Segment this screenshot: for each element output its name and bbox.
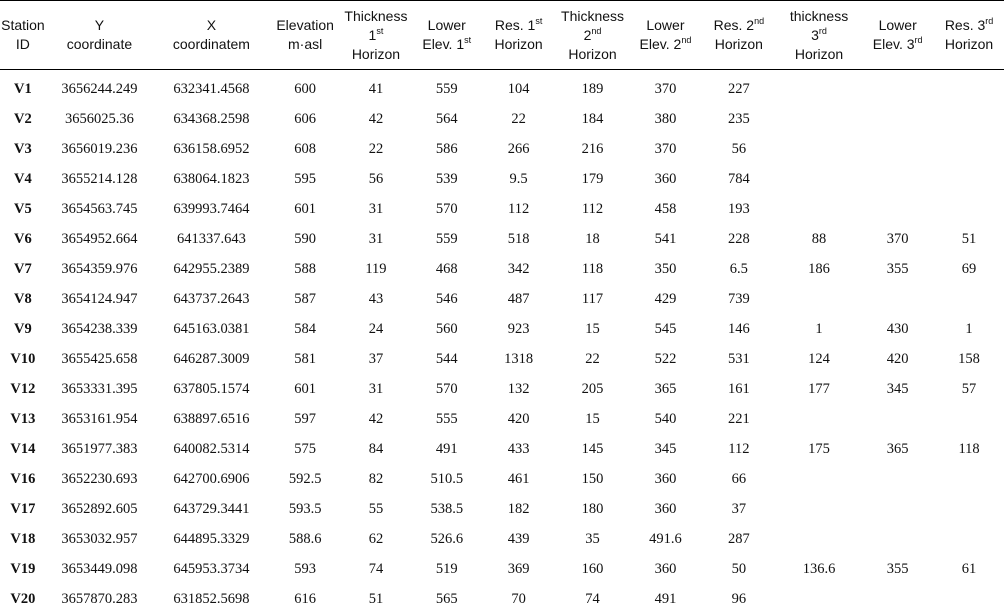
table-cell: 355 <box>861 554 934 584</box>
table-row <box>0 194 1004 224</box>
table-cell: 545 <box>630 314 701 344</box>
table-cell: 3654359.976 <box>46 254 153 284</box>
table-cell <box>777 164 861 194</box>
table-cell: 22 <box>555 344 630 374</box>
table-cell: 606 <box>270 104 341 134</box>
column-header <box>341 1 412 70</box>
column-header-line: Horizon <box>555 45 630 64</box>
table-cell: 51 <box>934 224 1004 254</box>
table-cell: 117 <box>555 284 630 314</box>
table-cell: 430 <box>861 314 934 344</box>
table-cell <box>861 404 934 434</box>
table-cell: 112 <box>482 194 555 224</box>
table-row <box>0 70 1004 105</box>
table-cell: 118 <box>934 434 1004 464</box>
table-cell: 3653032.957 <box>46 524 153 554</box>
column-header-line: m·asl <box>270 35 341 54</box>
table-cell: 923 <box>482 314 555 344</box>
table-cell: 3655214.128 <box>46 164 153 194</box>
table-cell: 632341.4568 <box>153 70 270 105</box>
table-cell: 22 <box>341 134 412 164</box>
table-cell: 37 <box>701 494 777 524</box>
table-cell: 3654238.339 <box>46 314 153 344</box>
station-id-cell: V4 <box>0 164 46 194</box>
table-cell: 112 <box>555 194 630 224</box>
table-cell: 3653449.098 <box>46 554 153 584</box>
table-cell: 150 <box>555 464 630 494</box>
table-row <box>0 584 1004 614</box>
table-row <box>0 404 1004 434</box>
table-cell: 235 <box>701 104 777 134</box>
table-cell <box>777 464 861 494</box>
table-cell: 645163.0381 <box>153 314 270 344</box>
table-cell: 205 <box>555 374 630 404</box>
column-header <box>482 1 555 70</box>
column-header <box>630 1 701 70</box>
station-id-cell: V17 <box>0 494 46 524</box>
station-id-cell: V18 <box>0 524 46 554</box>
table-cell: 146 <box>701 314 777 344</box>
table-cell: 559 <box>411 224 482 254</box>
table-cell: 522 <box>630 344 701 374</box>
table-cell: 538.5 <box>411 494 482 524</box>
table-cell <box>861 134 934 164</box>
column-header-line: Elevation <box>270 16 341 35</box>
table-cell: 221 <box>701 404 777 434</box>
table-cell: 601 <box>270 194 341 224</box>
table-cell: 31 <box>341 224 412 254</box>
table-cell: 616 <box>270 584 341 614</box>
table-cell: 104 <box>482 70 555 105</box>
table-cell: 784 <box>701 164 777 194</box>
table-cell: 644895.3329 <box>153 524 270 554</box>
column-header-line: Lower <box>630 16 701 35</box>
table-cell: 739 <box>701 284 777 314</box>
column-header-line: Horizon <box>482 35 555 54</box>
table-body <box>0 70 1004 614</box>
table-cell: 546 <box>411 284 482 314</box>
station-id-cell: V14 <box>0 434 46 464</box>
table-cell: 6.5 <box>701 254 777 284</box>
table-cell: 15 <box>555 404 630 434</box>
table-cell: 56 <box>341 164 412 194</box>
column-header-line: Elev. 3rd <box>861 35 934 54</box>
table-cell: 118 <box>555 254 630 284</box>
table-cell: 3654563.745 <box>46 194 153 224</box>
table-cell: 645953.3734 <box>153 554 270 584</box>
table-cell: 608 <box>270 134 341 164</box>
table-cell: 595 <box>270 164 341 194</box>
table-cell: 518 <box>482 224 555 254</box>
table-row <box>0 104 1004 134</box>
column-header-line: Y <box>46 16 153 35</box>
table-cell: 3653161.954 <box>46 404 153 434</box>
table-cell: 369 <box>482 554 555 584</box>
table-cell <box>777 104 861 134</box>
table-cell: 88 <box>777 224 861 254</box>
column-header-line: coordinatem <box>153 35 270 54</box>
table-cell: 42 <box>341 104 412 134</box>
table-cell: 124 <box>777 344 861 374</box>
column-header-line: Res. 1st <box>482 16 555 35</box>
column-header-line: Horizon <box>777 45 861 64</box>
table-cell: 22 <box>482 104 555 134</box>
table-cell: 193 <box>701 194 777 224</box>
station-id-cell: V7 <box>0 254 46 284</box>
column-header-line: 1st <box>341 26 412 45</box>
table-cell: 3656019.236 <box>46 134 153 164</box>
table-cell: 158 <box>934 344 1004 374</box>
column-header-line: Lower <box>411 16 482 35</box>
table-cell: 1 <box>777 314 861 344</box>
table-cell: 3651977.383 <box>46 434 153 464</box>
table-cell: 593 <box>270 554 341 584</box>
table-cell: 51 <box>341 584 412 614</box>
column-header <box>0 1 46 70</box>
station-id-cell: V8 <box>0 284 46 314</box>
table-cell <box>861 164 934 194</box>
table-cell <box>934 464 1004 494</box>
table-row <box>0 374 1004 404</box>
table-cell <box>777 134 861 164</box>
table-cell: 370 <box>630 134 701 164</box>
table-cell: 600 <box>270 70 341 105</box>
table-cell: 15 <box>555 314 630 344</box>
table-cell: 636158.6952 <box>153 134 270 164</box>
station-id-cell: V2 <box>0 104 46 134</box>
table-cell <box>934 70 1004 105</box>
table-cell: 380 <box>630 104 701 134</box>
table-cell: 3653331.395 <box>46 374 153 404</box>
table-cell: 631852.5698 <box>153 584 270 614</box>
table-cell: 360 <box>630 464 701 494</box>
table-cell: 429 <box>630 284 701 314</box>
table-cell: 3655425.658 <box>46 344 153 374</box>
table-cell: 370 <box>630 70 701 105</box>
table-cell: 360 <box>630 164 701 194</box>
table-cell: 136.6 <box>777 554 861 584</box>
table-cell: 370 <box>861 224 934 254</box>
table-cell: 37 <box>341 344 412 374</box>
column-header-line: Elev. 1st <box>411 35 482 54</box>
station-id-cell: V3 <box>0 134 46 164</box>
table-cell: 581 <box>270 344 341 374</box>
table-cell <box>861 524 934 554</box>
column-header <box>270 1 341 70</box>
table-cell: 592.5 <box>270 464 341 494</box>
table-cell: 642700.6906 <box>153 464 270 494</box>
table-cell: 461 <box>482 464 555 494</box>
column-header <box>153 1 270 70</box>
table-cell: 564 <box>411 104 482 134</box>
table-cell: 570 <box>411 374 482 404</box>
station-id-cell: V13 <box>0 404 46 434</box>
table-cell <box>934 194 1004 224</box>
table-cell: 638897.6516 <box>153 404 270 434</box>
table-cell: 646287.3009 <box>153 344 270 374</box>
table-cell: 345 <box>630 434 701 464</box>
column-header-line: Res. 2nd <box>701 16 777 35</box>
column-header <box>934 1 1004 70</box>
table-cell <box>934 104 1004 134</box>
table-cell: 642955.2389 <box>153 254 270 284</box>
table-cell: 590 <box>270 224 341 254</box>
table-cell: 3652230.693 <box>46 464 153 494</box>
table-row <box>0 554 1004 584</box>
table-cell: 420 <box>861 344 934 374</box>
table-cell: 266 <box>482 134 555 164</box>
table-cell: 57 <box>934 374 1004 404</box>
table-row <box>0 284 1004 314</box>
table-cell: 540 <box>630 404 701 434</box>
table-cell: 638064.1823 <box>153 164 270 194</box>
table-cell <box>777 194 861 224</box>
table-cell: 119 <box>341 254 412 284</box>
column-header-line: Elev. 2nd <box>630 35 701 54</box>
table-cell: 539 <box>411 164 482 194</box>
column-header-line: Thickness <box>341 7 412 26</box>
table-cell: 74 <box>341 554 412 584</box>
table-cell: 601 <box>270 374 341 404</box>
station-id-cell: V6 <box>0 224 46 254</box>
table-cell: 132 <box>482 374 555 404</box>
table-row <box>0 164 1004 194</box>
table-cell <box>861 284 934 314</box>
table-row <box>0 434 1004 464</box>
table-cell: 593.5 <box>270 494 341 524</box>
station-id-cell: V19 <box>0 554 46 584</box>
table-cell <box>777 524 861 554</box>
table-cell <box>777 70 861 105</box>
table-cell <box>934 164 1004 194</box>
table-cell: 360 <box>630 554 701 584</box>
table-cell: 597 <box>270 404 341 434</box>
table-cell: 1318 <box>482 344 555 374</box>
table-cell: 96 <box>701 584 777 614</box>
station-id-cell: V10 <box>0 344 46 374</box>
table-cell: 31 <box>341 194 412 224</box>
table-cell: 584 <box>270 314 341 344</box>
table-cell <box>777 584 861 614</box>
table-cell: 61 <box>934 554 1004 584</box>
table-cell <box>934 524 1004 554</box>
table-cell: 3654952.664 <box>46 224 153 254</box>
table-cell <box>934 494 1004 524</box>
table-cell: 3657870.283 <box>46 584 153 614</box>
table-cell <box>861 464 934 494</box>
table-cell: 639993.7464 <box>153 194 270 224</box>
table-cell: 161 <box>701 374 777 404</box>
column-header <box>701 1 777 70</box>
table-cell: 641337.643 <box>153 224 270 254</box>
column-header <box>411 1 482 70</box>
table-cell: 82 <box>341 464 412 494</box>
table-cell: 345 <box>861 374 934 404</box>
table-cell: 70 <box>482 584 555 614</box>
table-cell: 1 <box>934 314 1004 344</box>
table-cell: 570 <box>411 194 482 224</box>
table-cell <box>777 284 861 314</box>
table-cell <box>777 494 861 524</box>
table-cell <box>934 404 1004 434</box>
table-cell: 355 <box>861 254 934 284</box>
table-cell <box>777 404 861 434</box>
station-id-cell: V16 <box>0 464 46 494</box>
column-header-line: Horizon <box>701 35 777 54</box>
column-header-line: 2nd <box>555 26 630 45</box>
station-id-cell: V1 <box>0 70 46 105</box>
table-cell: 56 <box>701 134 777 164</box>
table-cell: 55 <box>341 494 412 524</box>
table-cell: 74 <box>555 584 630 614</box>
table-cell <box>934 134 1004 164</box>
table-cell: 559 <box>411 70 482 105</box>
table-cell: 227 <box>701 70 777 105</box>
table-cell <box>861 494 934 524</box>
column-header-line: coordinate <box>46 35 153 54</box>
table-cell: 287 <box>701 524 777 554</box>
table-cell: 43 <box>341 284 412 314</box>
table-cell: 637805.1574 <box>153 374 270 404</box>
table-cell: 587 <box>270 284 341 314</box>
table-cell: 50 <box>701 554 777 584</box>
table-cell: 560 <box>411 314 482 344</box>
table-cell: 519 <box>411 554 482 584</box>
table-cell: 41 <box>341 70 412 105</box>
column-header-line: ID <box>0 35 46 54</box>
table-cell: 84 <box>341 434 412 464</box>
table-row <box>0 344 1004 374</box>
column-header-line: thickness <box>777 7 861 26</box>
table-cell: 66 <box>701 464 777 494</box>
table-cell: 365 <box>861 434 934 464</box>
table-cell <box>934 284 1004 314</box>
table-cell: 526.6 <box>411 524 482 554</box>
table-cell: 69 <box>934 254 1004 284</box>
table-cell: 433 <box>482 434 555 464</box>
table-cell: 182 <box>482 494 555 524</box>
table-cell: 588.6 <box>270 524 341 554</box>
column-header-line: Horizon <box>934 35 1004 54</box>
header-row <box>0 1 1004 70</box>
table-row <box>0 494 1004 524</box>
table-cell: 189 <box>555 70 630 105</box>
table-cell: 541 <box>630 224 701 254</box>
table-cell: 177 <box>777 374 861 404</box>
table-cell <box>861 70 934 105</box>
table-cell: 9.5 <box>482 164 555 194</box>
table-cell: 487 <box>482 284 555 314</box>
table-row <box>0 314 1004 344</box>
station-id-cell: V20 <box>0 584 46 614</box>
table-cell: 586 <box>411 134 482 164</box>
table-cell: 468 <box>411 254 482 284</box>
table-cell: 439 <box>482 524 555 554</box>
table-cell: 35 <box>555 524 630 554</box>
table-cell: 565 <box>411 584 482 614</box>
table-cell: 228 <box>701 224 777 254</box>
table-cell: 3656244.249 <box>46 70 153 105</box>
table-cell: 544 <box>411 344 482 374</box>
table-cell: 575 <box>270 434 341 464</box>
table-row <box>0 254 1004 284</box>
table-cell: 216 <box>555 134 630 164</box>
table-cell: 555 <box>411 404 482 434</box>
table-cell: 3654124.947 <box>46 284 153 314</box>
table-cell: 179 <box>555 164 630 194</box>
column-header-line: Horizon <box>341 45 412 64</box>
station-id-cell: V12 <box>0 374 46 404</box>
column-header-line: X <box>153 16 270 35</box>
column-header-line: Lower <box>861 16 934 35</box>
table-cell: 62 <box>341 524 412 554</box>
table-cell: 491 <box>411 434 482 464</box>
column-header-line: Thickness <box>555 7 630 26</box>
table-cell: 342 <box>482 254 555 284</box>
table-cell: 640082.5314 <box>153 434 270 464</box>
table-cell <box>861 104 934 134</box>
table-row <box>0 134 1004 164</box>
table-cell: 531 <box>701 344 777 374</box>
column-header-line: Res. 3rd <box>934 16 1004 35</box>
table-row <box>0 224 1004 254</box>
table-cell <box>934 584 1004 614</box>
column-header-line: Station <box>0 16 46 35</box>
table-cell: 184 <box>555 104 630 134</box>
table-cell: 3652892.605 <box>46 494 153 524</box>
table-cell: 42 <box>341 404 412 434</box>
column-header <box>555 1 630 70</box>
station-id-cell: V5 <box>0 194 46 224</box>
table-cell <box>861 584 934 614</box>
table-cell: 458 <box>630 194 701 224</box>
table-row <box>0 464 1004 494</box>
table-cell: 18 <box>555 224 630 254</box>
table-cell: 186 <box>777 254 861 284</box>
table-cell: 643729.3441 <box>153 494 270 524</box>
table-cell: 3656025.36 <box>46 104 153 134</box>
table-cell <box>861 194 934 224</box>
table-cell: 31 <box>341 374 412 404</box>
table-cell: 365 <box>630 374 701 404</box>
table-cell: 643737.2643 <box>153 284 270 314</box>
table-cell: 510.5 <box>411 464 482 494</box>
table-cell: 634368.2598 <box>153 104 270 134</box>
column-header <box>777 1 861 70</box>
column-header <box>861 1 934 70</box>
table-cell: 160 <box>555 554 630 584</box>
table-cell: 180 <box>555 494 630 524</box>
table-cell: 350 <box>630 254 701 284</box>
table-cell: 420 <box>482 404 555 434</box>
table-cell: 175 <box>777 434 861 464</box>
table-cell: 491 <box>630 584 701 614</box>
table-header <box>0 1 1004 70</box>
table-cell: 588 <box>270 254 341 284</box>
table-cell: 360 <box>630 494 701 524</box>
table-cell: 145 <box>555 434 630 464</box>
column-header-line: 3rd <box>777 26 861 45</box>
table-cell: 24 <box>341 314 412 344</box>
table-cell: 491.6 <box>630 524 701 554</box>
table-cell: 112 <box>701 434 777 464</box>
station-id-cell: V9 <box>0 314 46 344</box>
table-row <box>0 524 1004 554</box>
column-header <box>46 1 153 70</box>
